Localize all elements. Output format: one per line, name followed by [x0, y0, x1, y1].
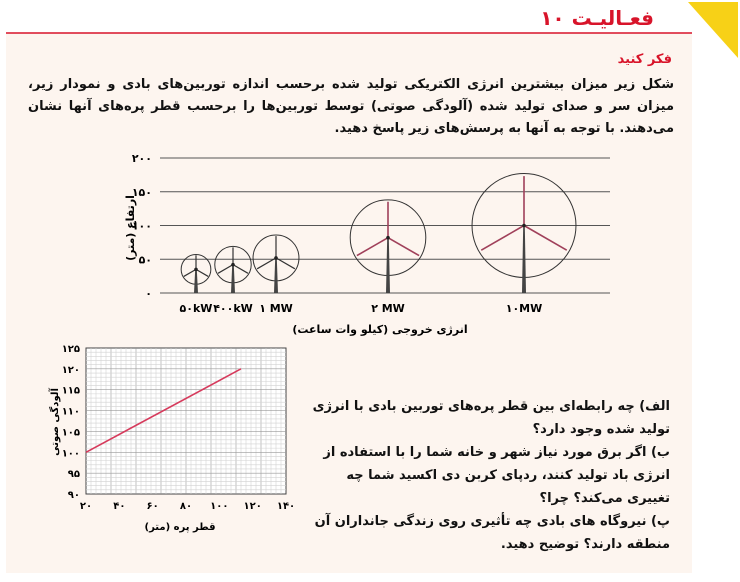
noise-y-tick: ۱۰۰ [61, 448, 80, 460]
turbine-y-tick: ۵۰ [138, 253, 152, 267]
noise-y-tick: ۹۰ [67, 490, 80, 501]
turbine-icon [215, 246, 251, 293]
noise-x-tick: ۶۰ [146, 501, 159, 512]
noise-y-tick: ۱۲۵ [61, 344, 80, 355]
turbine-y-tick: ۰ [145, 287, 152, 300]
turbine-y-tick: ۱۵۰ [131, 185, 152, 199]
turbine-size-chart [100, 148, 620, 340]
turbine-category-label: ۵۰kW [179, 302, 213, 315]
turbine-y-tick: ۲۰۰ [131, 152, 152, 165]
turbine-y-label: ارتفاع (متر) [124, 195, 137, 261]
page-title: فعـالیـت ۱۰ [540, 6, 654, 30]
noise-x-tick: ۲۰ [79, 501, 93, 512]
noise-x-tick: ۱۲۰ [243, 501, 262, 512]
noise-x-tick: ۱۴۰ [276, 501, 296, 512]
noise-y-tick: ۱۲۰ [61, 364, 80, 376]
noise-y-ticks [62, 344, 80, 501]
turbine-category-label: ۱۰MW [505, 302, 543, 315]
questions [300, 395, 670, 556]
noise-y-label: آلودگی صوتی [50, 388, 61, 456]
turbine-icon [181, 255, 211, 293]
noise-line-chart [20, 340, 300, 540]
turbine-category-label: ۲ MW [371, 302, 405, 315]
turbine-categories [180, 302, 543, 315]
noise-x-tick: ۸۰ [179, 501, 193, 512]
question-a: الف) چه رابطه‌ای بین قطر پره‌های توربین بادی با انرژی تولید شده وجود دارد؟ [312, 399, 670, 437]
turbine-category-label: ۴۰۰kW [213, 302, 253, 315]
noise-y-tick: ۱۱۰ [61, 406, 80, 418]
turbine-x-label: انرژی خروجی (کیلو وات ساعت) [292, 323, 468, 336]
noise-y-tick: ۹۵ [67, 469, 80, 481]
turbine-icon [350, 200, 426, 293]
question-b: ب) اگر برق مورد نیاز شهر و خانه شما را با استفاده از انرژی باد تولید کنند، ردپای کربن دی اکسید شما چه تغییری می‌کند؟ چرا؟ [323, 445, 670, 506]
noise-x-tick: ۴۰ [113, 501, 126, 512]
question-c: پ) نیروگاه های بادی چه تأثیری روی زندگی جانداران آن منطقه دارند؟ توضیح دهید. [314, 514, 670, 552]
turbine-y-tick: ۱۰۰ [131, 219, 152, 233]
noise-y-tick: ۱۱۵ [61, 385, 80, 397]
noise-y-tick: ۱۰۵ [61, 427, 80, 439]
turbine-grid [160, 158, 610, 293]
turbine-icon [253, 235, 299, 293]
noise-x-ticks [80, 501, 295, 512]
noise-x-tick: ۱۰۰ [210, 501, 229, 512]
turbine-category-label: ۱ MW [259, 302, 293, 315]
section-subhead: فکر کنید [617, 52, 672, 67]
noise-x-label: قطر پره (متر) [144, 522, 216, 533]
intro-paragraph: شکل زیر میزان بیشترین انرژی الکتریکی تولید شده برحسب اندازه توربین‌های بادی و نمودار زیر، میزان سر و صدای تولید شده (آلودگی صوتی) توسط توربین‌ها را برحسب قطر پره‌های آنها نشان می‌دهند. با توجه به آنها به پرسش‌های زیر پاسخ دهید. [28, 77, 674, 136]
noise-grid [86, 348, 286, 494]
corner-triangle-icon [688, 2, 738, 58]
